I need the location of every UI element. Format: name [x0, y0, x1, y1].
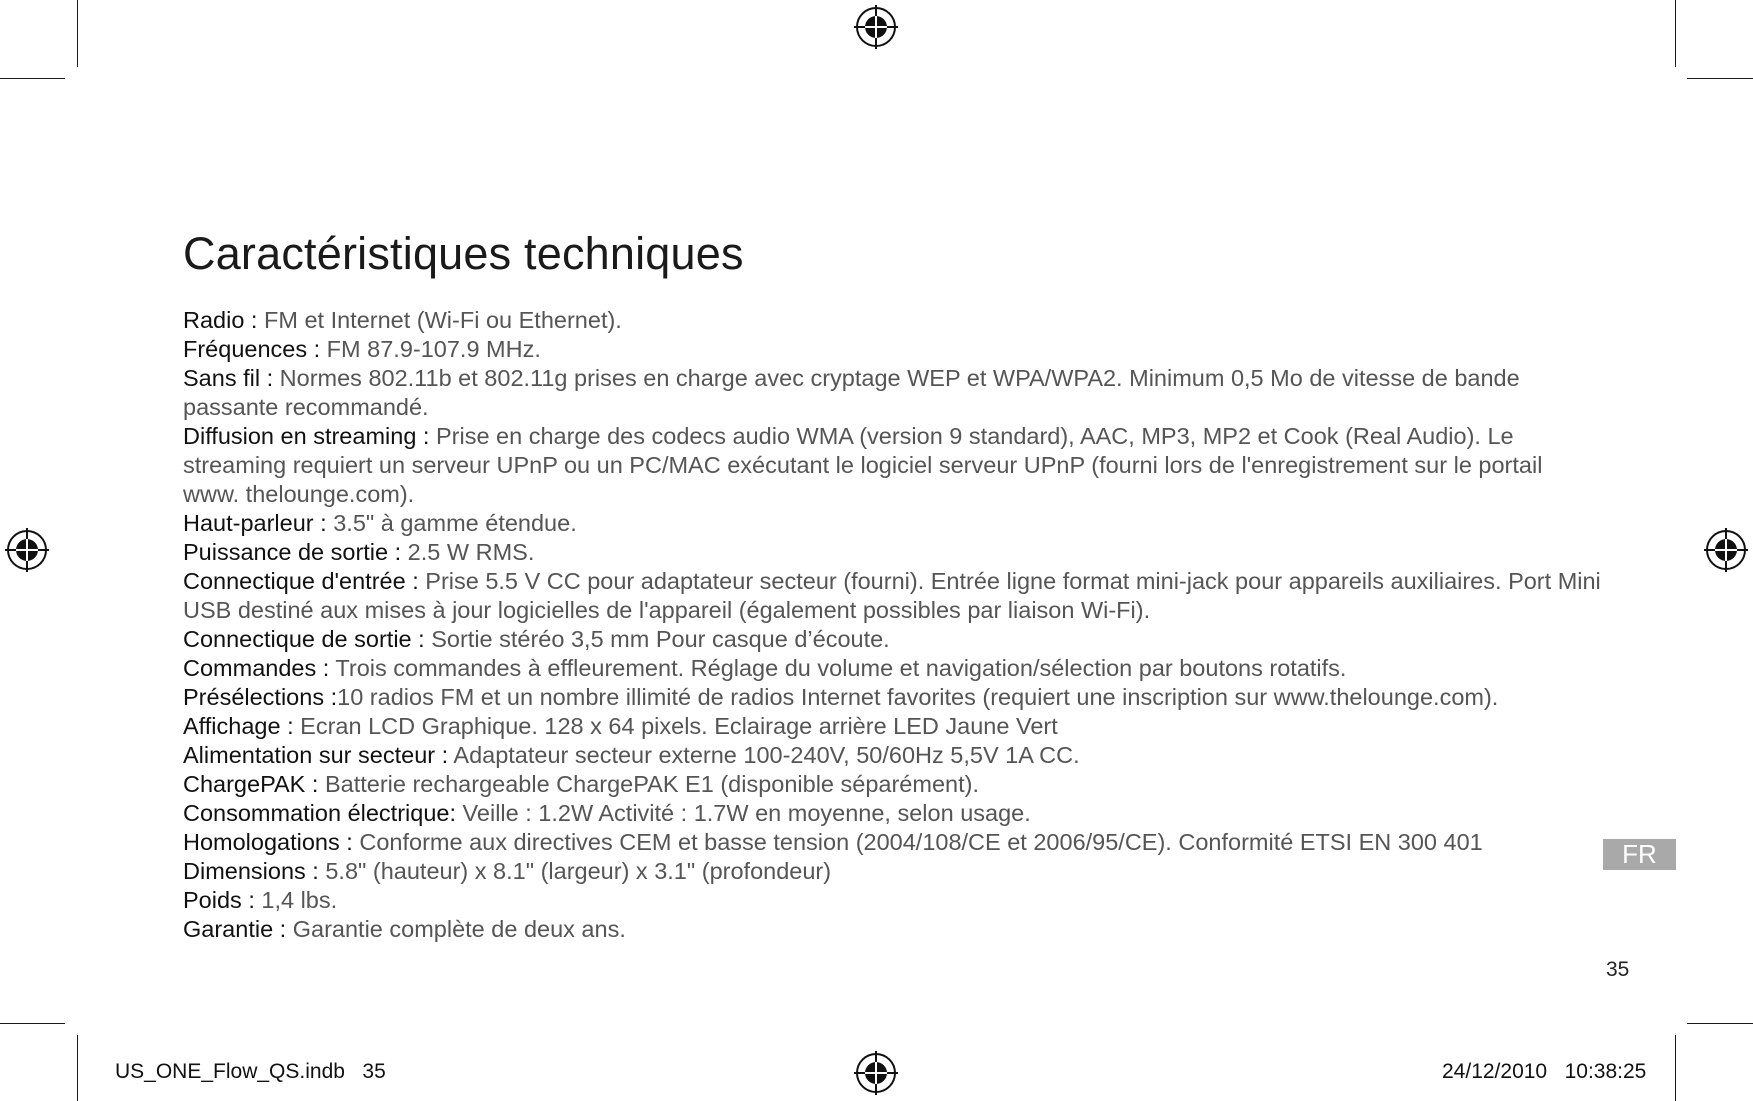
spec-frequences [183, 335, 1603, 364]
spec-value: Sortie stéréo 3,5 mm Pour casque d’écoute. [424, 626, 890, 652]
spec-label: ChargePAK : [183, 771, 319, 797]
spec-value: FM et Internet (Wi-Fi ou Ethernet). [257, 307, 622, 333]
crop-mark-top-right-vertical [1675, 0, 1676, 67]
spec-preselections [183, 683, 1603, 712]
spec-value: Adaptateur secteur externe 100-240V, 50/60Hz 5,5V 1A CC. [448, 742, 1080, 768]
spec-connectique-sortie [183, 625, 1603, 654]
spec-haut-parleur [183, 509, 1603, 538]
spec-label: Présélections : [183, 684, 338, 710]
spec-homologations [183, 828, 1603, 857]
crop-mark-top-right-horizontal [1687, 78, 1753, 79]
spec-value: 3.5" à gamme étendue. [326, 510, 577, 536]
spec-streaming [183, 422, 1603, 509]
spec-garantie [183, 915, 1603, 944]
spec-value: 2.5 W RMS. [401, 539, 535, 565]
spec-value: 1,4 lbs. [254, 887, 338, 913]
spec-label: Dimensions : [183, 858, 319, 884]
spec-value: Normes 802.11b et 802.11g prises en charge avec cryptage WEP et WPA/WPA2. Minimum 0,5 Mo de vitesse de bande passante recommandé. [183, 365, 1520, 420]
spec-alimentation [183, 741, 1603, 770]
spec-poids [183, 886, 1603, 915]
crop-mark-top-left-horizontal [0, 78, 65, 79]
spec-list [183, 306, 1603, 944]
spec-radio [183, 306, 1603, 335]
print-slug-filename: US_ONE_Flow_QS.indb 35 [115, 1060, 386, 1083]
spec-connectique-entree [183, 567, 1603, 625]
spec-value: Trois commandes à effleurement. Réglage du volume et navigation/sélection par boutons rotatifs. [329, 655, 1347, 681]
spec-label: Sans fil : [183, 365, 274, 391]
spec-sans-fil [183, 364, 1603, 422]
spec-label: Connectique d'entrée : [183, 568, 419, 594]
spec-label: Commandes : [183, 655, 330, 681]
spec-label: Poids : [183, 887, 255, 913]
spec-label: Connectique de sortie : [183, 626, 425, 652]
spec-puissance [183, 538, 1603, 567]
spec-consommation [183, 799, 1603, 828]
spec-dimensions [183, 857, 1603, 886]
spec-affichage [183, 712, 1603, 741]
spec-value: Veille : 1.2W Activité : 1.7W en moyenne, selon usage. [456, 800, 1031, 826]
crop-mark-bottom-left-vertical [77, 1035, 78, 1101]
spec-value: 5.8" (hauteur) x 8.1" (largeur) x 3.1" (profondeur) [318, 858, 832, 884]
crop-mark-top-left-vertical [77, 0, 78, 67]
spec-value: Conforme aux directives CEM et basse tension (2004/108/CE et 2006/95/CE). Conformité ETSI EN 300 401 [352, 829, 1483, 855]
spec-label: Garantie : [183, 916, 287, 942]
crop-mark-bottom-right-horizontal [1687, 1023, 1753, 1024]
spec-label: Alimentation sur secteur : [183, 742, 449, 768]
spec-value: Prise en charge des codecs audio WMA (version 9 standard), AAC, MP3, MP2 et Cook (Real Audio). Le streaming requiert un serveur UPnP ou un PC/MAC exécutant le logiciel serveur UPnP (fourni lors de l'enregistrement sur le portail www. thelounge.com). [183, 423, 1543, 507]
spec-value: Batterie rechargeable ChargePAK E1 (disponible séparément). [318, 771, 979, 797]
spec-label: Fréquences : [183, 336, 321, 362]
spec-value: Ecran LCD Graphique. 128 x 64 pixels. Eclairage arrière LED Jaune Vert [293, 713, 1058, 739]
spec-label: Consommation électrique: [183, 800, 456, 826]
registration-mark-icon [854, 1051, 898, 1095]
page-title: Caractéristiques techniques [183, 228, 744, 279]
print-slug-timestamp: 24/12/2010 10:38:25 [1442, 1060, 1647, 1083]
spec-value: Prise 5.5 V CC pour adaptateur secteur (fourni). Entrée ligne format mini-jack pour appareils auxiliaires. Port Mini USB destiné aux mises à jour logicielles de l'appareil (également possibles par liaison Wi-Fi). [183, 568, 1601, 623]
spec-value: Garantie complète de deux ans. [286, 916, 626, 942]
crop-mark-bottom-right-vertical [1675, 1035, 1676, 1101]
spec-label: Diffusion en streaming : [183, 423, 430, 449]
spec-label: Affichage : [183, 713, 294, 739]
language-badge: FR [1603, 839, 1676, 870]
spec-commandes [183, 654, 1603, 683]
spec-value: 10 radios FM et un nombre illimité de radios Internet favorites (requiert une inscription sur www.thelounge.com). [337, 684, 1499, 710]
page-number: 35 [1606, 958, 1630, 981]
spec-label: Homologations : [183, 829, 353, 855]
spec-label: Radio : [183, 307, 258, 333]
registration-mark-icon [1704, 528, 1748, 572]
registration-mark-icon [854, 5, 898, 49]
spec-label: Puissance de sortie : [183, 539, 402, 565]
spec-chargepak [183, 770, 1603, 799]
spec-value: FM 87.9-107.9 MHz. [320, 336, 541, 362]
registration-mark-icon [5, 528, 49, 572]
spec-label: Haut-parleur : [183, 510, 327, 536]
crop-mark-bottom-left-horizontal [0, 1023, 65, 1024]
